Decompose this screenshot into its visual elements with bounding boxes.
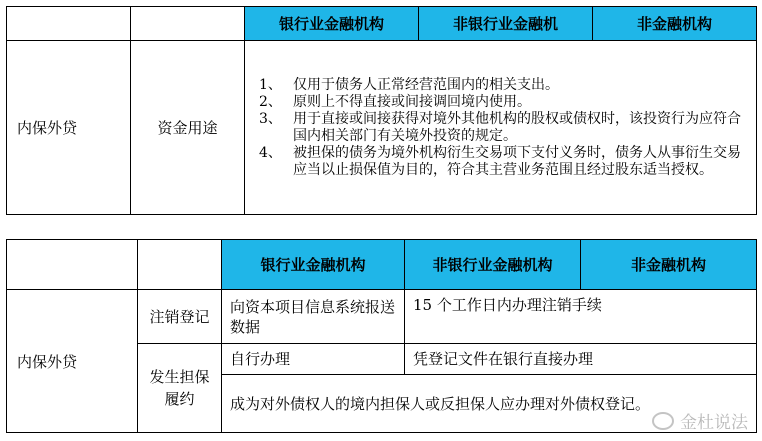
header-bank: 银行业金融机构: [222, 240, 405, 290]
list-number: 1、: [259, 76, 282, 93]
guarantee-footer-cell: 成为对外债权人的境内担保人或反担保人应办理对外债权登记。: [222, 375, 757, 433]
header-empty-cell: [7, 240, 138, 290]
list-text: 仅用于债务人正常经营范围内的相关支出。: [293, 76, 559, 93]
list-text: 被担保的债务为境外机构衍生交易项下支付义务时，债务人从事衍生交易应当以止损保值为目的，符合其主营业务范围且经过股东适当授权。: [293, 144, 741, 178]
watermark: [652, 408, 748, 433]
header-bank: 银行业金融机构: [245, 7, 419, 41]
header-empty-cell: [138, 240, 222, 290]
list-text: 原则上不得直接或间接调回境内使用。: [293, 93, 531, 110]
header-nonbank: 非银行业金融机构: [405, 240, 581, 290]
table-1-header-row: [7, 7, 757, 41]
header-empty-cell: [7, 7, 131, 41]
wechat-icon: [652, 412, 674, 430]
table-1: [6, 6, 757, 215]
list-number: 4、: [259, 144, 282, 161]
table-row: [7, 41, 757, 215]
cancel-bank-cell: 向资本项目信息系统报送数据: [222, 290, 405, 344]
table-2: [6, 239, 757, 433]
row-label: 内保外贷: [7, 290, 138, 433]
table-2-header-row: [7, 240, 757, 290]
list-number: 3、: [259, 110, 282, 127]
row-sublabel-cancel: 注销登记: [138, 290, 222, 344]
sub-label: 资金用途: [131, 41, 245, 215]
list-text: 用于直接或间接获得对境外其他机构的股权或债权时，该投资行为应符合国内相关部门有关境外投资的规定。: [293, 110, 741, 144]
list-item: [259, 145, 746, 179]
cancel-other-cell: 15 个工作日内办理注销手续: [405, 290, 757, 344]
watermark-text: 金杜说法: [680, 413, 748, 433]
list-number: 2、: [259, 93, 282, 110]
list-item: [259, 77, 746, 94]
header-empty-cell: [131, 7, 245, 41]
table-row: [7, 290, 757, 344]
guarantee-bank-cell: 自行办理: [222, 344, 405, 375]
list-item: [259, 94, 746, 111]
row-sublabel-guarantee: 发生担保履约: [138, 344, 222, 433]
header-nonbank: 非银行业金融机: [419, 7, 593, 41]
header-nonfinancial: 非金融机构: [581, 240, 757, 290]
row-label: 内保外贷: [7, 41, 131, 215]
purpose-list: [245, 41, 757, 215]
header-nonfinancial: 非金融机构: [593, 7, 757, 41]
guarantee-other-cell: 凭登记文件在银行直接办理: [405, 344, 757, 375]
list-item: [259, 111, 746, 145]
